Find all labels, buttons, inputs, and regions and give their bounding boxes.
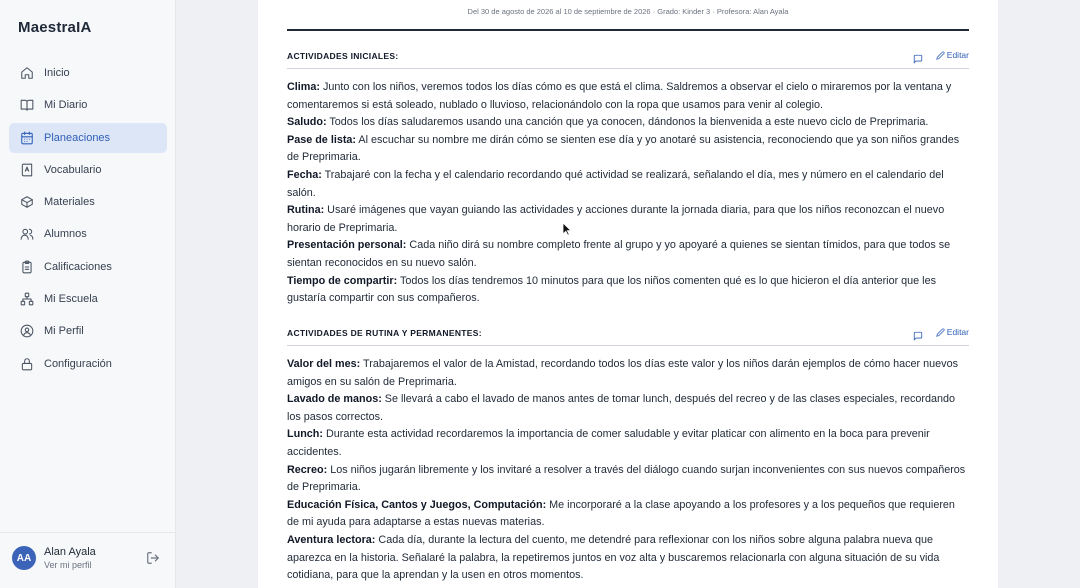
activity-label: Valor del mes:	[287, 358, 361, 370]
pencil-icon	[936, 51, 945, 60]
activity-text: Se llevará a cabo el lavado de manos antes de tomar lunch, después del recreo y de las clases especiales, recordando los pasos correctos.	[287, 393, 955, 423]
activity-item	[287, 462, 969, 497]
calendar-icon	[20, 131, 34, 145]
network-icon	[20, 292, 34, 306]
activity-label: Educación Física, Cantos y Juegos, Computación:	[287, 498, 547, 511]
box-icon	[20, 195, 34, 209]
activity-text: Cada niño dirá su nombre completo frente al grupo y yo apoyaré a quienes se sientan tímidos, para que todos se sientan reconocidos en su nuevo salón.	[287, 239, 951, 269]
book-icon	[20, 98, 34, 112]
section-body-routine	[287, 356, 969, 585]
sidebar-item-label: Mi Perfil	[44, 325, 84, 338]
activity-text: Los niños jugarán libremente y los invitaré a resolver a través del diálogo cuando surjan inconvenientes con sus nuevos compañeros de Preprimaria.	[287, 463, 966, 494]
avatar[interactable]: AA	[12, 546, 36, 570]
sidebar-item-planeaciones[interactable]	[9, 123, 167, 153]
activity-label: Recreo:	[287, 463, 328, 476]
activity-label: Rutina:	[287, 204, 325, 217]
sidebar-item-label: Inicio	[44, 67, 70, 79]
edit-button[interactable]	[936, 50, 969, 60]
activity-text: Me incorporaré a la clase apoyando a los profesores y a los pequeños que requieren de mi ayuda para adaptarse a estas nuevas materias.	[287, 498, 955, 529]
user-panel[interactable]	[0, 532, 176, 588]
sidebar-item-label: Mi Escuela	[44, 293, 98, 306]
activity-label: Aventura lectora:	[287, 533, 376, 546]
activity-item	[287, 202, 969, 237]
lock-icon	[20, 357, 34, 371]
mouse-cursor-icon	[562, 222, 572, 236]
edit-label: Editar	[946, 50, 969, 60]
sidebar-item-label: Mi Diario	[44, 99, 88, 112]
view-profile-link[interactable]: Ver mi perfil	[44, 560, 92, 570]
activity-text: Trabajaré con la fecha y el calendario recordando qué actividad se realizará, señalando el día, mes y número en el calendario del salón.	[287, 168, 944, 199]
section-header-initial	[287, 47, 969, 69]
activity-label: Lunch:	[287, 428, 323, 441]
sidebar-item-label: Planeaciones	[44, 131, 111, 144]
sidebar-item-label: Vocabulario	[44, 163, 102, 176]
sidebar-item-configuracion[interactable]	[9, 349, 167, 379]
planning-document	[258, 0, 998, 588]
section-title: ACTIVIDADES DE RUTINA Y PERMANENTES:	[287, 328, 482, 338]
sidebar-item-mi-escuela[interactable]	[9, 284, 167, 314]
edit-label: Editar	[946, 327, 969, 337]
activity-label: Clima:	[287, 81, 320, 93]
activity-label: Lavado de manos:	[287, 393, 382, 406]
sidebar-item-label: Calificaciones	[44, 260, 112, 273]
activity-text: Todos los días tendremos 10 minutos para que los niños comenten qué es lo que hicieron el día anterior que les gustaría compartir con sus compañeros.	[287, 274, 936, 305]
activity-item	[287, 237, 969, 272]
activity-item	[287, 167, 969, 202]
activity-item	[287, 79, 969, 114]
activity-text: Todos los días saludaremos usando una canción que ya conocen, dándonos la bienvenida a este nuevo ciclo de Preprimaria.	[326, 116, 929, 129]
sidebar-item-label: Materiales	[44, 196, 95, 209]
activity-item	[287, 532, 969, 585]
activity-item	[287, 132, 969, 167]
document-meta: Del 30 de agosto de 2026 al 10 de septiembre de 2026 · Grado: Kinder 3 · Profesora: Alan Ayala	[467, 7, 789, 16]
section-title: ACTIVIDADES INICIALES:	[287, 51, 399, 61]
sidebar-item-mi-diario[interactable]	[9, 90, 167, 120]
activity-text: Usaré imágenes que vayan guiando las actividades y acciones durante la jornada diaria, para que los niños reconozcan el nuevo horario de Preprimaria.	[287, 204, 945, 234]
sidebar-item-materiales[interactable]	[9, 187, 167, 217]
logout-icon[interactable]	[146, 551, 160, 565]
activity-text: Al escuchar su nombre me dirán cómo se sienten ese día y yo anotaré su asistencia, reconociendo que ya son niños grandes de Preprimaria.	[287, 133, 960, 164]
activity-item	[287, 497, 969, 532]
activity-text: Junto con los niños, veremos todos los días cómo es que está el clima. Saldremos a observar el cielo o miraremos por la ventana y comentaremos si está soleado, nublado o lluvioso, relacionándolo con la ropa que usamos para venir al colegio.	[287, 81, 952, 111]
home-icon	[20, 66, 34, 80]
activity-text: Durante esta actividad recordaremos la importancia de comer saludable y evitar platicar con alimento en la boca para prevenir accidentes.	[287, 428, 930, 458]
activity-label: Fecha:	[287, 168, 322, 181]
sidebar	[0, 0, 176, 588]
sidebar-item-alumnos[interactable]	[9, 219, 167, 249]
user-name[interactable]: Alan Ayala	[44, 546, 96, 558]
activity-label: Tiempo de compartir:	[287, 274, 398, 287]
activity-item	[287, 356, 969, 391]
activity-label: Presentación personal:	[287, 239, 407, 252]
comment-icon[interactable]	[913, 328, 923, 338]
book-a-icon	[20, 163, 34, 177]
clipboard-icon	[20, 260, 34, 274]
activity-item	[287, 273, 969, 308]
edit-button[interactable]	[936, 327, 969, 337]
users-icon	[20, 227, 34, 241]
comment-icon[interactable]	[913, 51, 923, 61]
activity-text: Cada día, durante la lectura del cuento, me detendré para reflexionar con los niños sobre alguna palabra nueva que aparezca en la historia. Señalaré la palabra, la repetiremos juntos en voz alta y buscaremos relacionarla con alguna situación de su vida cotidiana, para que la aprendan y la usen en otros momentos.	[287, 533, 940, 582]
section-header-routine	[287, 324, 969, 346]
sidebar-item-vocabulario[interactable]	[9, 155, 167, 185]
pencil-icon	[936, 328, 945, 337]
sidebar-item-label: Configuración	[44, 357, 112, 370]
sidebar-item-inicio[interactable]	[9, 58, 167, 88]
activity-item	[287, 426, 969, 461]
sidebar-item-calificaciones[interactable]	[9, 252, 167, 282]
activity-text: Trabajaremos el valor de la Amistad, recordando todos los días este valor y los niños darán ejemplos de cómo hacer nuevos amigos en su salón de Preprimaria.	[287, 358, 958, 388]
activity-item	[287, 391, 969, 426]
divider	[287, 29, 969, 31]
user-circle-icon	[20, 324, 34, 338]
app-logo: MaestraIA	[18, 19, 92, 36]
activity-item	[287, 114, 969, 132]
sidebar-item-mi-perfil[interactable]	[9, 316, 167, 346]
sidebar-nav	[9, 58, 167, 381]
activity-label: Pase de lista:	[287, 133, 357, 146]
sidebar-item-label: Alumnos	[44, 228, 87, 241]
section-body-initial	[287, 79, 969, 308]
activity-label: Saludo:	[287, 116, 327, 129]
